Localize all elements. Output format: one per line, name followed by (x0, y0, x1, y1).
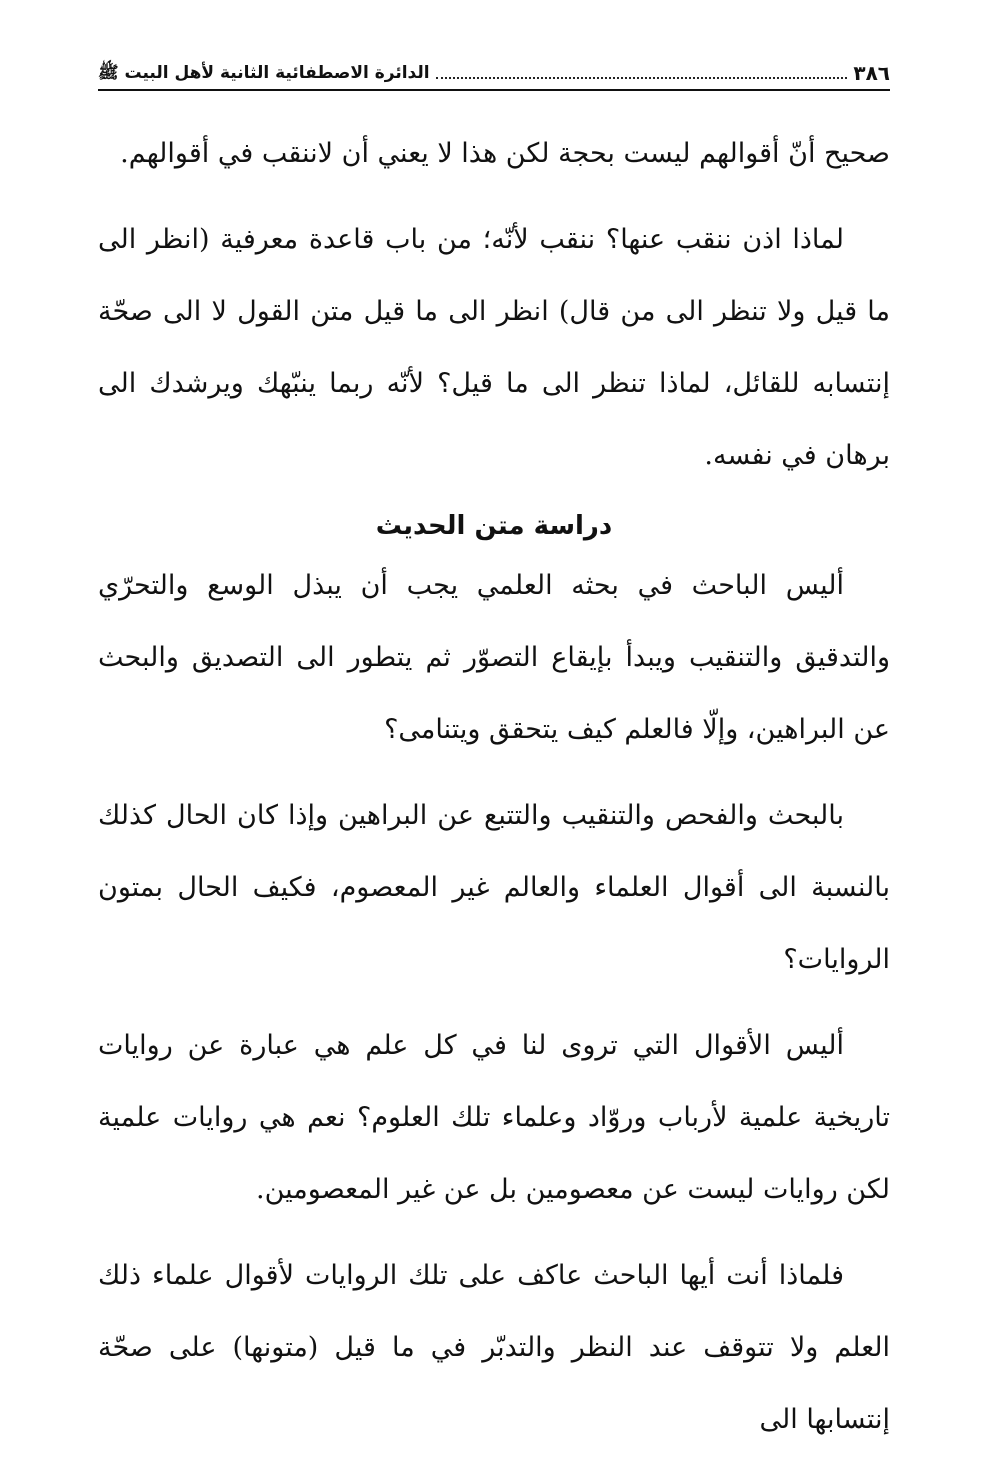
body-text (98, 118, 890, 1470)
paragraph: صحيح أنّ أقوالهم ليست بحجة لكن هذا لا يعني أن لاننقب في أقوالهم. (120, 138, 890, 169)
paragraph: فلماذا أنت أيها الباحث عاكف على تلك الروايات لأقوال علماء ذلك العلم ولا تتوقف عند النظر والتدبّر في ما قيل (متونها) على صحّة إنتسابها الى (98, 1260, 890, 1435)
header-rule (98, 89, 890, 91)
leader-dots (436, 76, 848, 79)
running-title: الدائرة الاصطفائية الثانية لأهل البيت ﷺ (98, 63, 430, 83)
running-header (98, 52, 890, 86)
paragraph: بالبحث والفحص والتنقيب والتتبع عن البراهين وإذا كان الحال كذلك بالنسبة الى أقوال العلماء والعالم غير المعصوم، فكيف الحال بمتون الروايات؟ (98, 800, 890, 975)
paragraph: أليس الأقوال التي تروى لنا في كل علم هي عبارة عن روايات تاريخية علمية لأرباب وروّاد وعلماء تلك العلوم؟ نعم هي روايات علمية لكن روايات ليست عن معصومين بل عن غير المعصومين. (98, 1030, 890, 1205)
paragraph: لماذا اذن ننقب عنها؟ ننقب لأنّه؛ من باب قاعدة معرفية (انظر الى ما قيل ولا تنظر الى من قال) انظر الى ما قيل متن القول لا الى صحّة إنتسابه للقائل، لماذا تنظر الى ما قيل؟ لأنّه ربما ينبّهك ويرشدك الى برهان في نفسه. (98, 224, 890, 471)
page-number: ٣٨٦ (853, 61, 890, 85)
section-heading: دراسة متن الحديث (375, 511, 613, 541)
paragraph: أليس الباحث في بحثه العلمي يجب أن يبذل الوسع والتحرّي والتدقيق والتنقيب ويبدأ بإيقاع التصوّر ثم يتطور الى التصديق والبحث عن البراهين، وإلّا فالعلم كيف يتحقق ويتنامى؟ (98, 570, 890, 745)
